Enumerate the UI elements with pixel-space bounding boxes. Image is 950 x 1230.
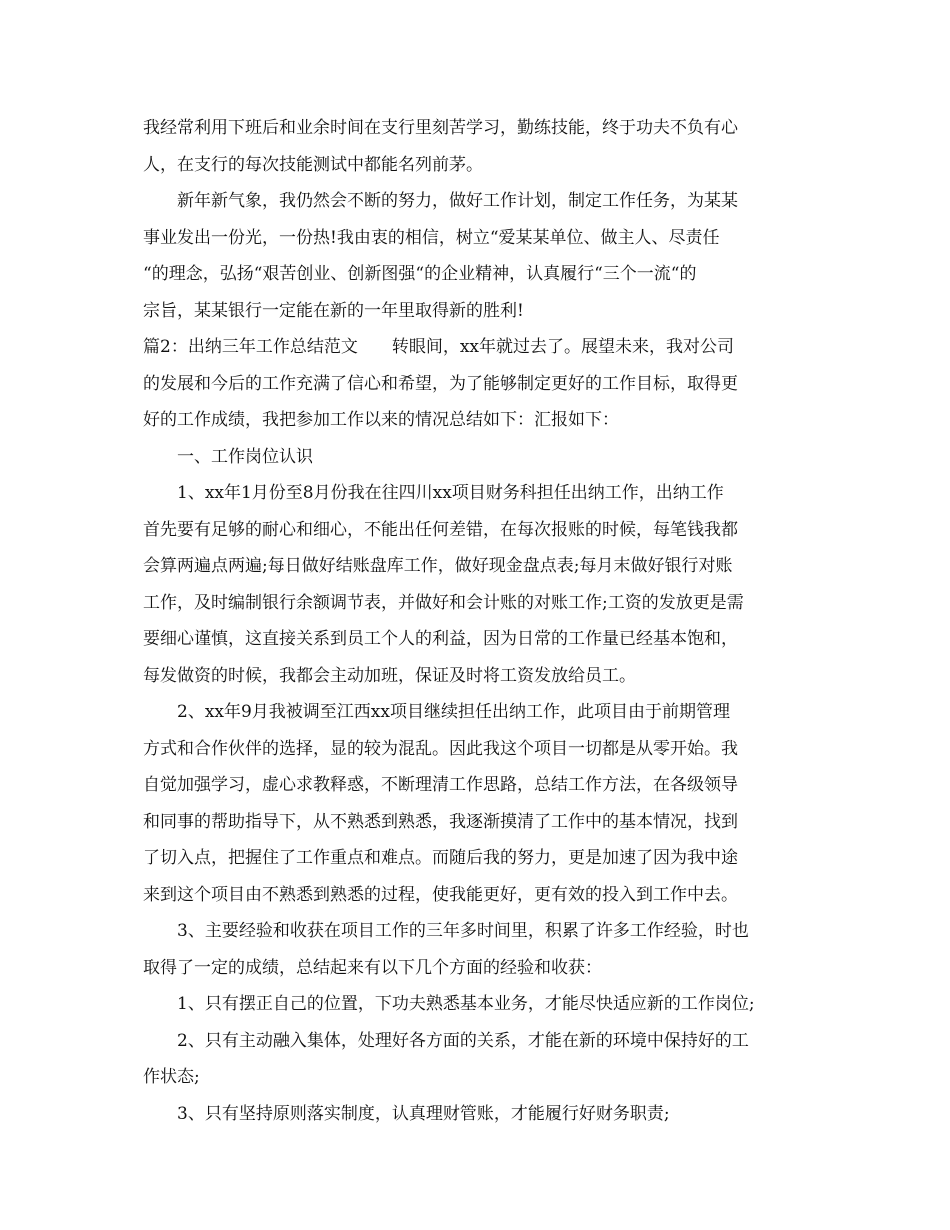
text-line: 宗旨，某某银行一定能在新的一年里取得新的胜利! — [143, 300, 524, 321]
text-line: 的发展和今后的工作充满了信心和希望，为了能够制定更好的工作目标，取得更 — [143, 373, 738, 394]
text-line: 要细心谨慎，这直接关系到员工个人的利益，因为日常的工作量已经基本饱和， — [143, 629, 738, 649]
document-body — [143, 110, 803, 1132]
text-line: 首先要有足够的耐心和细心，不能出任何差错，在每次报账的时候，每笔钱我都 — [143, 519, 738, 540]
text-line: 作状态; — [143, 1067, 200, 1087]
text-line: 1、xx年1月份至8月份我在往四川xx项目财务科担任出纳工作，出纳工作 — [177, 483, 724, 503]
text-line: 人，在支行的每次技能测试中都能名列前茅。 — [143, 154, 483, 175]
text-line: 3、主要经验和收获在项目工作的三年多时间里，积累了许多工作经验，时也 — [177, 921, 749, 941]
text-line: 每发做资的时候，我都会主动加班，保证及时将工资发放给员工。 — [143, 665, 636, 686]
text-line: 了切入点，把握住了工作重点和难点。而随后我的努力，更是加速了因为我中途 — [143, 848, 738, 868]
text-line: 2、xx年9月我被调至江西xx项目继续担任出纳工作，此项目由于前期管理 — [177, 702, 730, 722]
text-line: 工作，及时编制银行余额调节表，并做好和会计账的对账工作;工资的发放更是需 — [143, 592, 744, 613]
text-line: 1、只有摆正自己的位置，下功夫熟悉基本业务，才能尽快适应新的工作岗位; — [177, 994, 755, 1014]
text-line: “的理念，弘扬“艰苦创业、创新图强“的企业精神，认真履行“三个一流“的 — [143, 264, 697, 284]
text-line: 和同事的帮助指导下，从不熟悉到熟悉，我逐渐摸清了工作中的基本情况，找到 — [143, 811, 738, 832]
text-line: 篇2：出纳三年工作总结范文 转眼间，xx年就过去了。展望未来，我对公司 — [143, 337, 734, 357]
text-line: 会算两遍点两遍;每日做好结账盘库工作，做好现金盘点表;每月末做好银行对账 — [143, 556, 733, 576]
text-line: 来到这个项目由不熟悉到熟悉的过程，使我能更好，更有效的投入到工作中去。 — [143, 884, 738, 905]
text-line: 好的工作成绩，我把参加工作以来的情况总结如下：汇报如下： — [143, 410, 619, 430]
text-line: 自觉加强学习，虚心求教释惑，不断理清工作思路，总结工作方法，在各级领导 — [143, 775, 738, 795]
text-line: 事业发出一份光，一份热!我由衷的相信，树立“爱某某单位、做主人、尽责任 — [143, 227, 720, 248]
text-line: 2、只有主动融入集体，处理好各方面的关系，才能在新的环境中保持好的工 — [177, 1030, 749, 1051]
text-line: 取得了一定的成绩，总结起来有以下几个方面的经验和收获： — [143, 957, 602, 978]
text-line: 方式和合作伙伴的选择，显的较为混乱。因此我这个项目一切都是从零开始。我 — [143, 738, 738, 759]
text-line: 我经常利用下班后和业余时间在支行里刻苦学习，勤练技能，终于功夫不负有心 — [143, 118, 738, 138]
text-line: 3、只有坚持原则落实制度，认真理财管账，才能履行好财务职责; — [177, 1103, 670, 1124]
text-line: 一、工作岗位认识 — [177, 446, 313, 467]
text-line: 新年新气象，我仍然会不断的努力，做好工作计划，制定工作任务，为某某 — [177, 191, 738, 211]
